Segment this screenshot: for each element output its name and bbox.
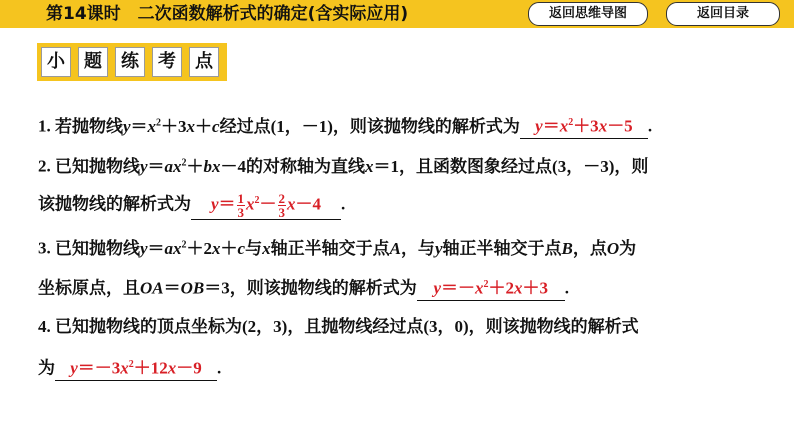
lesson-title: 第14课时 二次函数解析式的确定(含实际应用): [46, 4, 409, 24]
answer-blank: $y=-3x^2+12x-9$: [55, 354, 217, 381]
question-text: 已知抛物线的顶点坐标为(2，3)，且抛物线经过点(3，0)，则该抛物线的解析式: [55, 317, 639, 336]
badge-char: 点: [189, 47, 219, 77]
question-text: 若抛物线$y=x^2+3x+c$经过点(1，－1)，则该抛物线的解析式为: [55, 116, 520, 136]
answer-blank: $y=x^2+3x-5$: [520, 112, 648, 139]
question-text: 为: [38, 358, 55, 378]
answer-blank: y＝ $\frac{1}{3}$ $x^2-$ $\frac{2}{3}$ x－4: [191, 190, 341, 220]
badge-char: 考: [152, 47, 182, 77]
badge-char: 题: [78, 47, 108, 77]
back-to-contents-button[interactable]: 返回目录: [666, 2, 780, 26]
answer-blank: $y=-x^2+2x+3$: [417, 274, 565, 301]
badge-char: 小: [41, 47, 71, 77]
question-text: 坐标原点，且OA＝OB＝3，则该抛物线的解析式为: [38, 278, 417, 298]
badge-char: 练: [115, 47, 145, 77]
question-4-line-2: 为 $y=-3x^2+12x-9$ .: [38, 354, 221, 381]
question-2-line-2: 该抛物线的解析式为 y＝ $\frac{1}{3}$ $x^2-$ $\frac{2}{3}$ x－4 .: [38, 191, 346, 221]
question-number: 3.: [38, 238, 51, 258]
back-to-mindmap-button[interactable]: 返回思维导图: [528, 2, 648, 26]
section-badge: [37, 43, 227, 81]
question-3-line-1: [38, 234, 636, 260]
question-text: 该抛物线的解析式为: [38, 194, 191, 214]
header-bar: [0, 0, 794, 28]
question-text: 已知抛物线$y=ax^2+bx-4$的对称轴为直线x＝1，且函数图象经过点(3，－3)，则: [55, 156, 649, 176]
question-text: 已知抛物线$y=ax^2+2x+c$与x轴正半轴交于点A，与y轴正半轴交于点B，点O为: [55, 238, 637, 258]
question-number: 4.: [38, 317, 51, 336]
question-2-line-1: [38, 152, 648, 178]
question-4-line-1: [38, 316, 639, 338]
question-number: 2.: [38, 156, 51, 176]
question-number: 1.: [38, 116, 51, 136]
question-3-line-2: 坐标原点，且OA＝OB＝3，则该抛物线的解析式为 $y=-x^2+2x+3$ .: [38, 274, 569, 301]
question-1: 1. 若抛物线$y=x^2+3x+c$经过点(1，－1)，则该抛物线的解析式为 $y=x^2+3x-5$ .: [38, 112, 652, 139]
